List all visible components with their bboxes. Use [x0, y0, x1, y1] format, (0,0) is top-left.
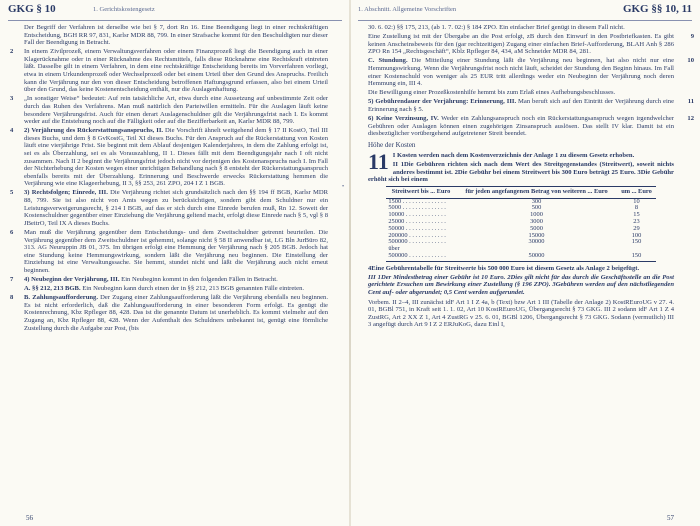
paragraph: [10, 294, 328, 332]
table-cell: 3000: [530, 217, 543, 225]
paragraph-text: Eine Zustellung ist mit der Übergabe an die Post erfolgt, zB durch den Einwurf in den Postbriefkasten. Es gibt keinen Anscheinsbeweis für den (gar rechtzeitigen) Zugang einer einfachen Brief-Aufforderung, BLAH Anh § 286 ZPO Rn 154 „Rechtsgeschäft“, Kblz Rpfleger 84, 434, aM Schneider MDR 84, 281.: [368, 33, 674, 56]
paragraph-lead: A. §§ 212, 213 BGB.: [24, 285, 81, 293]
table-cell: 30000: [528, 238, 545, 246]
table-cell: über: [388, 245, 400, 253]
paragraph-lead: 5) Gebührendauer der Verjährung: Erinnerung, III.: [368, 98, 517, 106]
right-running-subtitle: 1. Abschnitt. Allgemeine Vorschriften: [358, 6, 457, 13]
paragraph: [10, 228, 328, 275]
margin-number: 8: [10, 294, 14, 302]
paragraph: [368, 33, 694, 56]
table-row: [386, 253, 655, 261]
table-cell: 150: [631, 238, 642, 246]
paragraph: [24, 285, 328, 293]
table-cell: 50000: [456, 253, 618, 261]
paragraph-text: Man muß die Verjährung gegenüber dem Entscheidungs- und dem Zweitschuldner getrennt beurteilen. Die Verjährung gegenüber dem Zweitschuldner ist gehemmt, solange nicht § 58 II anwendbar ist, LG Bln JurBüro 82, 313. AG Neuruppin JB 01, 375. Im übrigen erfolgt eine Hemmung der Verjährung nach § 205 BGB. Jedoch hat eine Stundung keine Hemmungswirkung, sondern läßt die Verjährung neu beginnen. Die Einstellung der Einziehung ist eine Verwaltungssache. Sie hemmt, stundet nicht und läßt die Verjährung auch nicht erneut beginnen.: [24, 228, 328, 274]
paragraph-lead: 6) Keine Verzinsung, IV.: [368, 115, 439, 123]
left-running-subtitle: 1. Gerichtskostengesetz: [93, 6, 155, 13]
paragraph: [368, 89, 674, 97]
paragraph-text: „In sonstiger Weise“ bedeutet: Auf rein tatsächliche Art, etwa durch eine Aussetzung auf unbestimmte Zeit oder durch das Ruhen des Verfahrens. Man muß natürlich den Parteiwillen ermitteln. Für die Auslagen läuft keine besondere Verjährungsfrist. Auch für einen derart Auslagenschuldner gilt die Verjährungsfrist nach I. Es kommt weder auf die Entstehung noch auf die Fälligkeit oder auf die Bezifferbarkeit an, Karlsr MDR 88, 799.: [24, 95, 328, 126]
paragraph-text: In einem Zivilprozeß, einem Verwaltungsverfahren oder einem Finanzprozeß liegt die Beendigung auch in einer Klagerücknahme oder in einer Rücknahme des Rechtsmittels, falls diese Rücknahme eine Rechtskraft eintreten läßt. Dasselbe gilt in einem Verfahren, in dem eine rechtskräftige Entscheidung bereits im Vorverfahren vorliegt, etwa in einem Urkundenprozeß oder Wechselprozeß oder bei einem Urteil über den Grund des Anspruchs. Freilich kann die Verjährung nur den von dieser Entscheidung betroffenen Haftungsgrund erfassen, also bei einem Urteil über den Grund, das keine Kostenentscheidung enthält, nur die Auslagenhaftung.: [24, 48, 328, 94]
fee-table-header-row: [386, 186, 655, 198]
table-cell: 8: [634, 204, 639, 212]
table-cell: 200000 . . . . . . . . . . . .: [388, 231, 446, 239]
margin-number: 5: [10, 189, 14, 197]
margin-number: 4: [10, 127, 14, 135]
table-cell: 23: [633, 217, 640, 225]
table-cell: 1500 . . . . . . . . . . . . . .: [388, 197, 446, 205]
table-cell: 50000 . . . . . . . . . . . . .: [388, 224, 446, 232]
paragraph-text: 30. 6. 02:) §§ 175, 213, (ab 1. 7. 02:) § 184 ZPO. Ein einfacher Brief genügt in diesem Fall nicht.: [368, 24, 625, 31]
statute-sentence-1: I Kosten werden nach dem Kostenverzeichnis der Anlage 1 zu diesem Gesetz erhoben.: [392, 152, 635, 160]
margin-number: 10: [687, 57, 694, 65]
paragraph: [10, 95, 328, 126]
table-cell: 1000: [530, 211, 543, 219]
table-row: [386, 239, 655, 246]
after-table-text: 4Eine Gebührentabelle für Streitwerte bis 500 000 Euro ist diesem Gesetz als Anlage 2 beigefügt.: [368, 264, 640, 272]
margin-number: 6: [10, 228, 14, 236]
table-cell: 300: [531, 197, 542, 205]
fee-table-header: für jeden angefangenen Betrag von weiteren ... Euro: [456, 186, 618, 198]
table-cell: 5000 . . . . . . . . . . . . . .: [388, 204, 446, 212]
margin-number: 2: [10, 48, 14, 56]
paragraph-text: Ein Neubeginn kommt in den folgenden Fällen in Betracht.: [119, 276, 278, 283]
left-running-title: GKG § 10: [8, 3, 56, 15]
statute-sentence-2: II 1Die Gebühren richten sich nach dem Wert des Streitgegenstandes (Streitwert), soweit nichts anderes bestimmt ist. 2Die Gebühr bei einem Streitwert bis 300 Euro beträgt 25 Euro. 3Die Gebühr erhöht sich bei einem: [368, 161, 674, 184]
right-paragraphs: [368, 24, 694, 138]
fee-table-body: [386, 198, 655, 261]
paragraph-text: Weder ein Zahlungsanspruch noch ein Rückerstattungsanspruch wegen irgendwelcher Gebühren oder Auslagen können einen zugehörigen Zinsanspruch auslösen. Das stellt IV klar. Damit ist ein diesbezüglicher vorübergehend aufgetretener Streit beendet.: [368, 115, 674, 138]
paragraph: [10, 127, 328, 188]
paragraph: [368, 57, 694, 88]
table-cell: 29: [633, 224, 640, 232]
statute-number: 11: [368, 149, 389, 175]
paragraph-lead: 4) Neubeginn der Verjährung, III.: [24, 276, 120, 283]
table-cell: 15000: [528, 231, 545, 239]
left-head-rule: [8, 20, 342, 21]
table-cell: 5000: [530, 224, 543, 232]
statute-paragraph: [368, 149, 674, 184]
margin-dot: •: [342, 184, 345, 190]
table-cell: 15: [633, 211, 640, 219]
table-cell: 100: [631, 231, 642, 239]
right-page-number: 57: [667, 514, 674, 522]
paragraph: [368, 115, 694, 138]
margin-number: 11: [687, 98, 694, 106]
paragraph-text: Man beruft sich auf den Eintritt der Verjährung durch eine Erinnerung nach § 5.: [368, 98, 674, 113]
table-cell: 10000 . . . . . . . . . . . . .: [388, 211, 446, 219]
left-running-head: [8, 3, 342, 19]
fee-table-header: Streitwert bis ... Euro: [386, 186, 455, 198]
right-running-head: [358, 3, 692, 19]
table-cell: 25000 . . . . . . . . . . . . .: [388, 217, 446, 225]
margin-number: 3: [10, 95, 14, 103]
paragraph: [10, 48, 328, 94]
paragraph-lead: C. Stundung.: [368, 57, 408, 65]
right-page-body: [368, 24, 694, 331]
paragraph: [368, 24, 674, 32]
table-cell: 500: [531, 204, 542, 212]
margin-number: 9: [690, 33, 694, 41]
paragraph-text: Ein Neubeginn kann durch einen der in §§ 212, 213 BGB genannten Fälle eintreten.: [80, 285, 305, 293]
margin-number: 12: [687, 115, 694, 123]
paragraph-text: Die Mitteilung einer Stundung läßt die Verjährung neu beginnen, hat also nicht nur eine Hemmungswirkung. Wenn die Verjährungsfrist noch nicht läuft, scheidet der Stundung den Beginn hinaus. Im Fall einer Kostenschuld von weniger als 25 EUR tritt allerdings weder ein Neubeginn der Verjährung noch deren Hemmung ein, III 4.: [368, 57, 674, 88]
table-cell: 10: [633, 197, 640, 205]
right-head-rule: [358, 20, 692, 21]
table-cell: 500000 . . . . . . . . . . . .: [386, 253, 455, 261]
paragraph-lead: 3) Rechtsfolgen; Einrede, III.: [24, 189, 108, 197]
paragraph-text: Die Vorschrift ähnelt weitgehend dem § 17 II KostO, Teil III dieses Buchs, und dem § 8 GvKostG, Teil XI dieses Buchs. Für den Anspruch auf die Rückerstattung von Kosten läuft eine vierjährige Frist. Sie beginnt mit dem Ablauf desjenigen Kalenderjahres, in dem die Zahlung erfolgt ist, sei es als Überzahlung, sei es als Vorauszahlung, II 1. Dieses fällt mit dem Beendigungsjahr nach I oft nicht zusammen. Nach II 2 beginnt die Verjährungsfrist jedoch nicht vor derjenigen des Kostenanspruchs nach I. Im Fall der Nichterhebung der Kosten wegen einer unrichtigen Behandlung nach § 8 entsteht der Rückerstattungsanspruch ebenfalls bereits mit der Überzahlung. Erinnerung und Beschwerde erwecks Rückerstattung hemmen die Verjährung wie eine Klageerhebung, II 3, §§ 253, 261 ZPO, 204 I Z 1 BGB.: [24, 127, 328, 188]
paragraph: [10, 276, 328, 284]
paragraph-lead: 2) Verjährung des Rückerstattungsanspruchs, II.: [24, 127, 164, 135]
paragraph: [368, 98, 694, 113]
left-page-number: 56: [26, 514, 33, 522]
margin-number: 7: [10, 276, 14, 283]
footnote: Vorbem. II 2–4, III zunächst idF Art 1 I Z 4a, b (Text) bzw Art 1 III (Tabelle der Anlage 2) KostREuroUG v 27. 4. 01, BGBl 751, in Kraft seit 1. 1. 02, Art 10 KostREuroUG, Übergangsrecht § 73 GKG. III 2 sodann idF Art 1 Z 4 ZustRG, Art 2 XX Z 1, Art 4 ZustRG v 25. 6. 01, BGBl 1206, Übergangsrecht § 73 GKG. Sodann (vermutlich) III 3 angefügt durch Art 9 I Z 2 ERJuKoG, dazu Einl I,: [368, 298, 674, 329]
table-cell: 150: [617, 253, 655, 261]
paragraph: [10, 189, 328, 227]
section-title: Höhe der Kosten: [368, 140, 416, 149]
table-cell: 500000 . . . . . . . . . . . .: [388, 238, 446, 246]
paragraph-text: Die Bewilligung einer Prozeßkostenhilfe hemmt bis zum Erlaß eines Aufhebungsbeschlusses.: [368, 89, 616, 97]
paragraph-lead: B. Zahlungsaufforderung.: [24, 294, 98, 302]
right-page: [350, 0, 700, 526]
fee-table-header: um ... Euro: [617, 186, 655, 198]
paragraph-text: Der Zugang einer Zahlungsaufforderung läßt die Verjährung ebenfalls neu beginnen. Es ist nicht erforderlich, daß die Zahlungsaufforderung in einer besonderen Form erfolgt. Es genügt die Kostenrechnung, Kbz Rpfleger 88, 428. Das ist die genannte Datum ist unerheblich. Es kommt vielmehr auf den Zugang an, Kbz Rpfleger 88, 428. Wenn der Aufenthalt des Schuldners unbekannt ist, genügt eine förmliche Zustellung durch die Aufgabe zur Post, (bis: [24, 294, 328, 332]
left-page-body: [10, 24, 328, 334]
after-table-text-2: III 1Der Mindestbetrag einer Gebühr ist 10 Euro. 2Dies gilt nicht für das durch die Geschäftsstelle an die Post gerichtete Ersuchen um Bewirkung einer Zustellung (§ 196 ZPO). 3Gebühren werden auf den nächstliegenden Cent auf- oder abgerundet; 0,5 Cent werden aufgerundet.: [368, 273, 674, 297]
fee-table: [386, 186, 655, 262]
paragraph-text: Die Verjährung richtet sich grundsätzlich nach den §§ 194 ff BGB, Karlsr MDR 88, 799. Sie ist also nicht von Amts wegen zu berücksichtigen, sondern gibt dem Schuldner nur ein Leistungsverweigerungsrecht, § 214 I BGB, auf das er sich durch eine Einrede berufen muß, Rn 12. Soweit der Kostenschuldner gegenüber einer Einziehung die Verjährung geltend macht, erfolgt diese Einrede nach § 5, vgl § 8 JBeitrO, Teil IX A dieses Buchs.: [24, 189, 328, 227]
paragraph: [24, 24, 328, 47]
paragraph-text: Der Begriff der Verfahren ist derselbe wie bei § 7, dort Rn 16. Eine Beendigung liegt in einer rechtskräftigen Entscheidung, BGH RR 97, 831, Karlsr MDR 88, 799. In einer Strafsache kommt für den Beschuldigten nur dieser Fall der Beendigung in Betracht.: [24, 24, 328, 47]
right-running-title: GKG §§ 10, 11: [622, 3, 692, 15]
